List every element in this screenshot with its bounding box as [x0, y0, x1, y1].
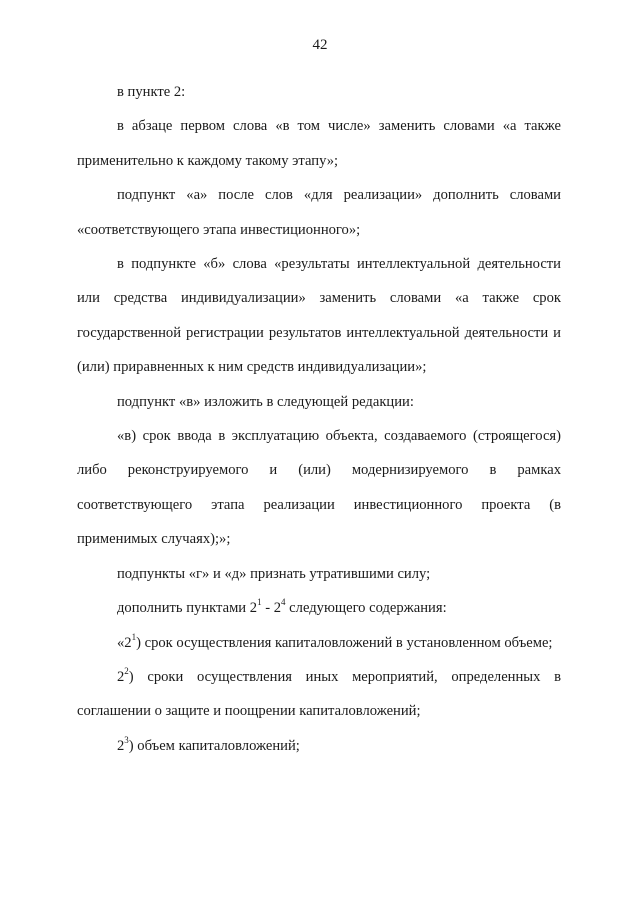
paragraph-10-post: ) сроки осуществления иных мероприятий, определенных в соглашении о защите и поощрении капиталовложений;	[77, 668, 561, 720]
paragraph-9-pre: «2	[117, 634, 132, 651]
paragraph-8-post: следующего содержания:	[285, 600, 447, 617]
paragraph-2: в абзаце первом слова «в том числе» заменить словами «а также применительно к каждому такому этапу»;	[77, 118, 561, 169]
paragraph-3: подпункт «а» после слов «для реализации» дополнить словами «соответствующего этапа инвестиционного»;	[77, 187, 561, 238]
paragraph-4: в подпункте «б» слова «результаты интеллектуальной деятельности или средства индивидуализации» заменить словами «а также срок государственной регистрации результатов интеллектуальной деятельности и (или) приравненных к ним средств индивидуализации»;	[77, 256, 561, 376]
paragraph-11	[77, 729, 561, 763]
paragraph-8-sup-1: 1	[257, 597, 262, 608]
paragraph-8-pre: дополнить пунктами 2	[117, 600, 258, 617]
paragraph-8	[77, 591, 561, 625]
paragraph-11-post: ) объем капиталовложений;	[128, 737, 300, 754]
paragraph-10-pre: 2	[117, 668, 125, 685]
paragraph-6: «в) срок ввода в эксплуатацию объекта, создаваемого (строящегося) либо реконструируемого и (или) модернизируемого в рамках соответствующего этапа реализации инвестиционного проекта (в применимых случаях);»;	[77, 428, 561, 548]
paragraph-9-sup: 1	[131, 631, 137, 642]
paragraph-1: в пункте 2:	[117, 84, 186, 100]
page-number: 42	[312, 37, 328, 53]
paragraph-5: подпункт «в» изложить в следующей редакции:	[117, 393, 414, 410]
paragraph-10	[77, 660, 561, 729]
paragraph-10-sup: 2	[124, 666, 129, 677]
paragraph-9-post: ) срок осуществления капиталовложений в установленном объеме;	[136, 634, 553, 651]
paragraph-11-sup: 3	[124, 734, 129, 745]
paragraph-11-pre: 2	[117, 737, 125, 754]
paragraph-8-mid: - 2	[261, 600, 282, 617]
document-body	[77, 75, 561, 763]
paragraph-8-sup-2: 4	[281, 597, 286, 608]
paragraph-9	[77, 626, 561, 660]
paragraph-7: подпункты «г» и «д» признать утратившими силу;	[117, 565, 431, 582]
